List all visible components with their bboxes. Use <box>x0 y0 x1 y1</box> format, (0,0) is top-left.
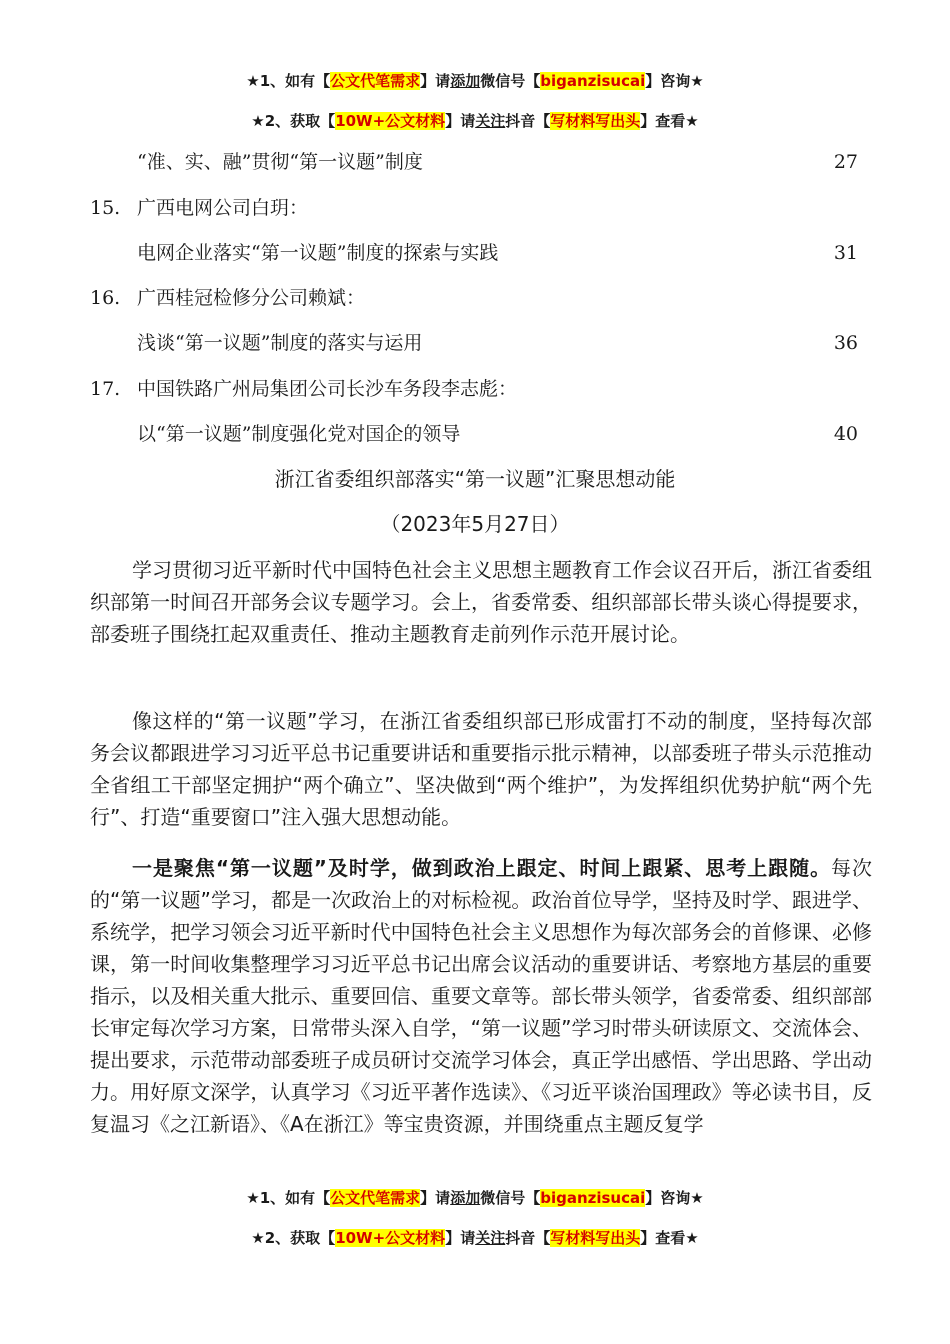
highlight-text: biganzisucai <box>540 72 646 90</box>
toc-page-number: 31 <box>833 242 858 264</box>
highlight-text: 10W+公文材料 <box>335 1229 446 1247</box>
toc-entry-text: 以“第一议题”制度强化党对国企的领导 <box>137 423 461 445</box>
highlight-text: 公文代笔需求 <box>330 72 421 90</box>
toc-entry-text: “准、实、融”贯彻“第一议题”制度 <box>137 151 423 173</box>
promo-banner-line2-bottom: ★2、获取【10W+公文材料】请关注抖音【写材料写出头】查看★ <box>0 1228 950 1248</box>
toc-entry-number: 17. <box>90 378 121 400</box>
highlight-text: 写材料写出头 <box>550 1229 641 1247</box>
article-title: 浙江省委组织部落实“第一议题”汇聚思想动能 <box>274 467 676 491</box>
promo-banner-line2: ★2、获取【10W+公文材料】请关注抖音【写材料写出头】查看★ <box>251 112 699 130</box>
toc-entry-text: 电网企业落实“第一议题”制度的探索与实践 <box>137 242 499 264</box>
toc-entry-author: 广西电网公司白玥： <box>137 197 309 219</box>
paragraph-1: 学习贯彻习近平新时代中国特色社会主义思想主题教育工作会议召开后，浙江省委组织部第一时间召开部务会议专题学习。会上，省委常委、组织部部长带头谈心得提要求，部委班子围绕扛起双重责任、推动主题教育走前列作示范开展讨论。 <box>90 558 872 646</box>
promo-banner-line1-bottom: ★1、如有【公文代笔需求】请添加微信号【biganzisucai】咨询★ <box>0 1188 950 1208</box>
toc-page-number: 27 <box>833 151 858 173</box>
toc-page-number: 36 <box>833 332 858 354</box>
promo-banner-line1: ★1、如有【公文代笔需求】请添加微信号【biganzisucai】咨询★ <box>246 72 704 90</box>
paragraph-2: 像这样的“第一议题”学习，在浙江省委组织部已形成雷打不动的制度，坚持每次部务会议都跟进学习习近平总书记重要讲话和重要指示批示精神，以部委班子带头示范推动全省组工干部坚定拥护“两个确立”、坚决做到“两个维护”，为发挥组织优势护航“两个先行”、打造“重要窗口”注入强大思想动能。 <box>90 709 872 829</box>
toc-entry-text: 浅谈“第一议题”制度的落实与运用 <box>137 332 423 354</box>
toc-entry-number: 16. <box>90 287 121 309</box>
toc-entry-number: 15. <box>90 197 121 219</box>
paragraph-3 <box>90 852 872 1140</box>
article-date: （2023年5月27日） <box>380 512 570 536</box>
paragraph-3-lead: 一是聚焦“第一议题”及时学，做到政治上跟定、时间上跟紧、思考上跟随。 <box>132 856 832 880</box>
highlight-text: 10W+公文材料 <box>335 112 446 130</box>
highlight-text: biganzisucai <box>540 1189 646 1207</box>
toc-entry-author: 广西桂冠检修分公司赖斌： <box>137 287 366 309</box>
toc-entry-author: 中国铁路广州局集团公司长沙车务段李志彪： <box>137 378 518 400</box>
highlight-text: 写材料写出头 <box>550 112 641 130</box>
paragraph-3-body: 每次的“第一议题”学习，都是一次政治上的对标检视。政治首位导学，坚持及时学、跟进学、系统学，把学习领会习近平新时代中国特色社会主义思想作为每次部务会的首修课、必修课，第一时间收集整理学习习近平总书记出席会议活动的重要讲话、考察地方基层的重要指示，以及相关重大批示、重要回信、重要文章等。部长带头领学，省委常委、组织部部长审定每次学习方案，日常带头深入自学，“第一议题”学习时带头研读原文、交流体会、提出要求，示范带动部委班子成员研讨交流学习体会，真正学出感悟、学出思路、学出动力。用好原文深学，认真学习《习近平著作选读》、《习近平谈治国理政》等必读书目，反复温习《之江新语》、《A在浙江》等宝贵资源，并围绕重点主题反复学 <box>90 856 872 1136</box>
toc-page-number: 40 <box>833 423 858 445</box>
highlight-text: 公文代笔需求 <box>330 1189 421 1207</box>
